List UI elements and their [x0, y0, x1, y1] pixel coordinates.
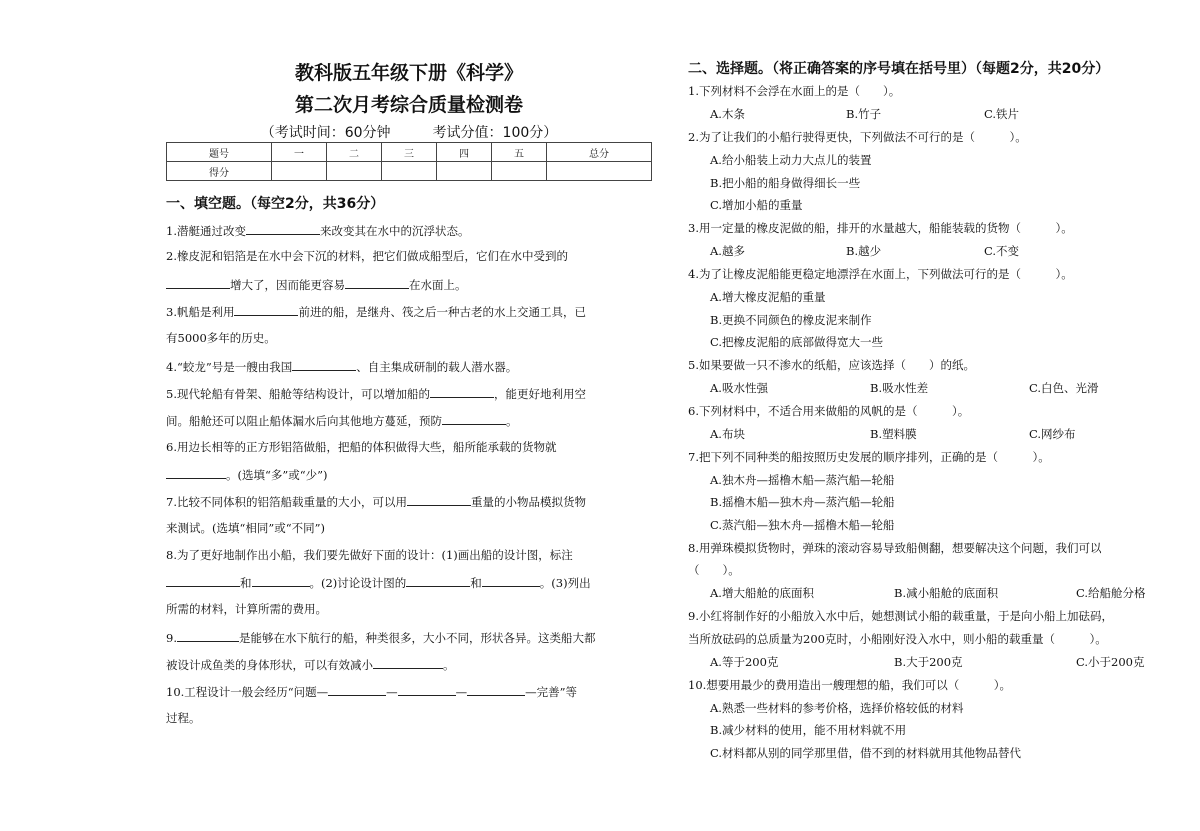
blank[interactable]: [442, 412, 506, 425]
option-a[interactable]: A.增大橡皮泥船的重量: [710, 290, 826, 304]
question-line: 6.下列材料中，不适合用来做船的风帆的是（ ）。: [688, 404, 970, 418]
question-line: 1.下列材料不会浮在水面上的是（ ）。: [688, 84, 901, 98]
option-c[interactable]: C.蒸汽船—独木舟—摇橹木船—轮船: [710, 518, 895, 532]
blank[interactable]: [467, 683, 525, 696]
question-line: 当所放砝码的总质量为200克时，小船刚好没入水中，则小船的载重量（ ）。: [688, 632, 1107, 646]
option-b[interactable]: B.塑料膜: [870, 427, 917, 441]
blank[interactable]: [407, 493, 471, 506]
blank[interactable]: [246, 222, 320, 235]
blank[interactable]: [406, 574, 470, 587]
exam-info: （考试时间：60分钟 考试分值：100分）: [260, 125, 558, 141]
option-b[interactable]: B.越少: [846, 244, 882, 258]
question-line: 。(选填“多”或“少”): [166, 466, 328, 483]
option-b[interactable]: B.吸水性差: [870, 381, 929, 395]
question-line: 增大了，因而能更容易 在水面上。: [166, 276, 467, 293]
option-b[interactable]: B.减少材料的使用，能不用材料就不用: [710, 723, 907, 737]
option-a[interactable]: A.熟悉一些材料的参考价格，选择价格较低的材料: [710, 701, 964, 715]
question-line: 9. 是能够在水下航行的船，种类很多，大小不同，形状各异。这类船大都: [166, 631, 596, 645]
option-c[interactable]: C.小于200克: [1076, 655, 1145, 669]
question-line: 5.现代轮船有骨架、船舱等结构设计，可以增加船的 ，能更好地利用空: [166, 387, 586, 401]
table-cell: 总分: [547, 143, 652, 162]
blank[interactable]: [345, 276, 409, 289]
question-line: 4.为了让橡皮泥船能更稳定地漂浮在水面上，下列做法可行的是（ ）。: [688, 267, 1073, 281]
option-a[interactable]: A.吸水性强: [710, 381, 768, 395]
section2-heading: 二、选择题。（将正确答案的序号填在括号里）（每题2分，共20分）: [688, 61, 1110, 77]
option-b[interactable]: B.把小船的船身做得细长一些: [710, 176, 861, 190]
blank[interactable]: [166, 276, 230, 289]
table-cell: 四: [437, 143, 492, 162]
question-line: 有5000多年的历史。: [166, 331, 276, 345]
blank[interactable]: [482, 574, 540, 587]
option-c[interactable]: C.不变: [984, 244, 1020, 258]
question-line: 8.用弹珠模拟货物时，弹珠的滚动容易导致船侧翻，想要解决这个问题，我们可以: [688, 541, 1102, 555]
table-cell: 题号: [167, 143, 272, 162]
blank[interactable]: [328, 683, 386, 696]
score-input-cell[interactable]: [492, 162, 547, 181]
option-b[interactable]: B.摇橹木船—独木舟—蒸汽船—轮船: [710, 495, 895, 509]
blank[interactable]: [166, 574, 240, 587]
option-c[interactable]: C.铁片: [984, 107, 1020, 121]
option-c[interactable]: C.给船舱分格: [1076, 586, 1146, 600]
blank[interactable]: [373, 656, 443, 669]
option-c[interactable]: C.白色、光滑: [1029, 381, 1099, 395]
question-line: 7.比较不同体积的铝箔船载重量的大小，可以用 重量的小物品模拟货物: [166, 495, 586, 509]
question-line: 9.小红将制作好的小船放入水中后，她想测试小船的载重量，于是向小船上加砝码，: [688, 609, 1113, 623]
option-b[interactable]: B.大于200克: [894, 655, 963, 669]
option-b[interactable]: B.竹子: [846, 107, 882, 121]
question-line: 间。船舱还可以阻止船体漏水后向其他地方蔓延，预防 。: [166, 414, 518, 428]
option-a[interactable]: A.独木舟—摇橹木船—蒸汽船—轮船: [710, 473, 895, 487]
question-line: 3.帆船是利用 前进的船，是继舟、筏之后一种古老的水上交通工具，已: [166, 305, 586, 319]
question-line: 2.为了让我们的小船行驶得更快，下列做法不可行的是（ ）。: [688, 130, 1027, 144]
question-line: 6.用边长相等的正方形铝箔做船，把船的体积做得大些，船所能承载的货物就: [166, 440, 557, 454]
question-line: 和 。(2)讨论设计图的 和 。(3)列出: [166, 574, 591, 591]
blank[interactable]: [177, 629, 239, 642]
blank[interactable]: [292, 358, 356, 371]
blank[interactable]: [398, 683, 456, 696]
left-column: [166, 0, 652, 831]
question-line: 10.想要用最少的费用造出一艘理想的船，我们可以（ ）。: [688, 678, 1012, 692]
score-input-cell[interactable]: [382, 162, 437, 181]
blank[interactable]: [430, 385, 494, 398]
question-line: 过程。: [166, 711, 201, 725]
question-line: 5.如果要做一只不渗水的纸船，应该选择（ ）的纸。: [688, 358, 975, 372]
table-cell: 得分: [167, 162, 272, 181]
table-cell: 三: [382, 143, 437, 162]
blank[interactable]: [252, 574, 310, 587]
option-b[interactable]: B.更换不同颜色的橡皮泥来制作: [710, 313, 872, 327]
question-line: 所需的材料，计算所需的费用。: [166, 602, 327, 616]
question-line: 来测试。(选填“相同”或“不同”): [166, 521, 325, 535]
option-a[interactable]: A.增大船舱的底面积: [710, 586, 814, 600]
question-line: 4.“蛟龙”号是一艘由我国 、自主集成研制的载人潜水器。: [166, 360, 518, 374]
question-line: 3.用一定量的橡皮泥做的船，排开的水量越大，船能装载的货物（ ）。: [688, 221, 1073, 235]
question-line: （ ）。: [688, 563, 740, 577]
score-input-cell[interactable]: [437, 162, 492, 181]
score-input-cell[interactable]: [327, 162, 382, 181]
question-line: 8.为了更好地制作出小船，我们要先做好下面的设计：(1)画出船的设计图，标注: [166, 548, 573, 562]
option-a[interactable]: A.布块: [710, 427, 745, 441]
question-line: 2.橡皮泥和铝箔是在水中会下沉的材料，把它们做成船型后，它们在水中受到的: [166, 249, 568, 263]
exam-title: 教科版五年级下册《科学》: [294, 62, 523, 84]
blank[interactable]: [166, 466, 226, 479]
table-cell: 五: [492, 143, 547, 162]
blank[interactable]: [234, 303, 298, 316]
question-line: 10.工程设计一般会经历“问题— — — —完善”等: [166, 685, 578, 699]
question-line: 7.把下列不同种类的船按照历史发展的顺序排列，正确的是（ ）。: [688, 450, 1050, 464]
section1-heading: 一、填空题。（每空2分，共36分）: [166, 196, 385, 212]
question-line: 1.潜艇通过改变 来改变其在水中的沉浮状态。: [166, 224, 470, 238]
option-c[interactable]: C.增加小船的重量: [710, 198, 803, 212]
table-cell: 一: [272, 143, 327, 162]
right-column: [688, 0, 1178, 831]
score-table: [166, 142, 652, 181]
score-table-header-row: [167, 143, 652, 162]
table-cell: 二: [327, 143, 382, 162]
question-line: 被设计成鱼类的身体形状，可以有效减小 。: [166, 658, 455, 672]
option-a[interactable]: A.给小船装上动力大点儿的装置: [710, 153, 872, 167]
option-c[interactable]: C.网纱布: [1029, 427, 1076, 441]
option-c[interactable]: C.材料都从别的同学那里借，借不到的材料就用其他物品替代: [710, 746, 1022, 760]
score-table-score-row: [167, 162, 652, 181]
option-a[interactable]: A.木条: [710, 107, 745, 121]
option-a[interactable]: A.越多: [710, 244, 745, 258]
score-input-cell[interactable]: [547, 162, 652, 181]
option-a[interactable]: A.等于200克: [710, 655, 779, 669]
exam-subtitle: 第二次月考综合质量检测卷: [294, 94, 523, 116]
option-c[interactable]: C.把橡皮泥船的底部做得宽大一些: [710, 335, 884, 349]
score-input-cell[interactable]: [272, 162, 327, 181]
option-b[interactable]: B.减小船舱的底面积: [894, 586, 999, 600]
